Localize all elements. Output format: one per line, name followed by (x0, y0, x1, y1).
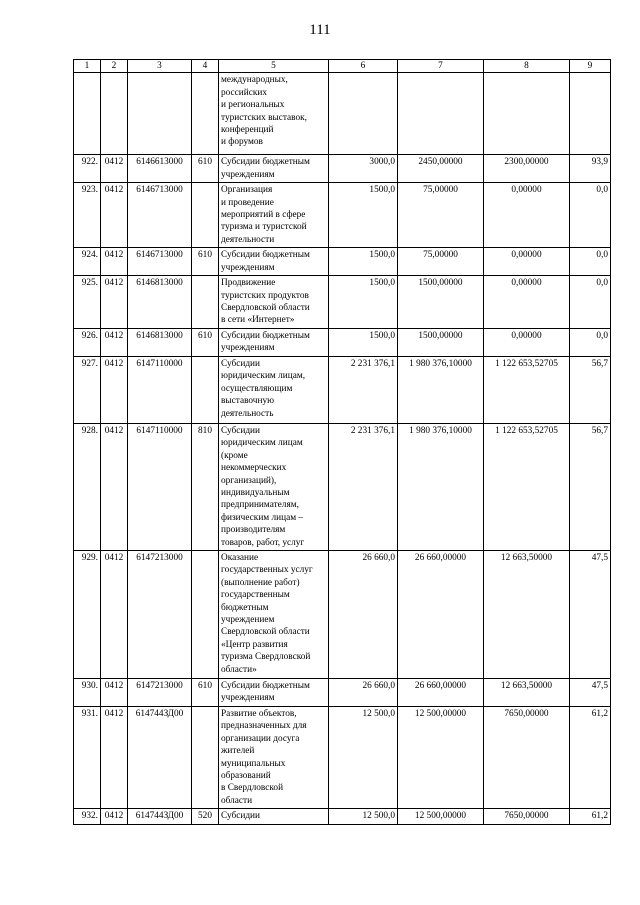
percent-executed: 56,7 (570, 356, 611, 423)
percent-executed: 0,0 (570, 276, 611, 329)
percent-executed: 61,2 (570, 706, 611, 808)
table-row (74, 423, 611, 550)
item-name: Субсидии бюджетным учреждениям (219, 678, 329, 706)
plan-amount: 1500,0 (329, 276, 398, 329)
annual-amount (398, 73, 484, 155)
percent-executed: 0,0 (570, 328, 611, 356)
item-name: Субсидии бюджетным учреждениям (219, 155, 329, 183)
item-name: Субсидии юридическим лицам (кроме некоммерческих организаций), индивидуальным предпринимателям, физическим лицам – производителям товаров, работ, услуг (219, 423, 329, 550)
table-row (74, 183, 611, 248)
table-row (74, 550, 611, 678)
item-name: Оказание государственных услуг (выполнение работ) государственным бюджетным учреждением Свердловской области «Центр развития туризма Свердловской области» (219, 550, 329, 678)
executed-amount: 7650,00000 (484, 706, 570, 808)
expense-type (192, 276, 219, 329)
row-number: 922. (74, 155, 101, 183)
table-row (74, 155, 611, 183)
section-code: 0412 (101, 155, 128, 183)
executed-amount: 0,00000 (484, 276, 570, 329)
table-row (74, 276, 611, 329)
annual-amount: 26 660,00000 (398, 678, 484, 706)
executed-amount: 2300,00000 (484, 155, 570, 183)
row-number: 929. (74, 550, 101, 678)
expense-type (192, 183, 219, 248)
column-header-1: 1 (74, 60, 101, 73)
target-code (128, 73, 192, 155)
row-number: 930. (74, 678, 101, 706)
plan-amount: 3000,0 (329, 155, 398, 183)
plan-amount: 12 500,0 (329, 706, 398, 808)
item-name: Развитие объектов, предназначенных для организации досуга жителей муниципальных образований в Свердловской области (219, 706, 329, 808)
table-row (74, 73, 611, 155)
table-row (74, 809, 611, 824)
annual-amount: 1 980 376,10000 (398, 356, 484, 423)
annual-amount: 75,00000 (398, 248, 484, 276)
expense-type (192, 356, 219, 423)
row-number: 932. (74, 809, 101, 824)
row-number: 926. (74, 328, 101, 356)
item-name: Субсидии юридическим лицам, осуществляющим выставочную деятельность (219, 356, 329, 423)
row-number (74, 73, 101, 155)
table-row (74, 328, 611, 356)
section-code: 0412 (101, 328, 128, 356)
expense-type (192, 550, 219, 678)
percent-executed: 47,5 (570, 550, 611, 678)
target-code: 6146813000 (128, 328, 192, 356)
table-body (74, 73, 611, 824)
percent-executed: 56,7 (570, 423, 611, 550)
executed-amount: 7650,00000 (484, 809, 570, 824)
annual-amount: 1500,00000 (398, 328, 484, 356)
expense-type: 610 (192, 678, 219, 706)
expense-type: 520 (192, 809, 219, 824)
expense-type: 810 (192, 423, 219, 550)
target-code: 6146613000 (128, 155, 192, 183)
executed-amount: 0,00000 (484, 328, 570, 356)
target-code: 614744ЗД00 (128, 706, 192, 808)
row-number: 931. (74, 706, 101, 808)
plan-amount: 26 660,0 (329, 678, 398, 706)
row-number: 925. (74, 276, 101, 329)
section-code: 0412 (101, 356, 128, 423)
executed-amount (484, 73, 570, 155)
column-header-5: 5 (219, 60, 329, 73)
percent-executed: 0,0 (570, 248, 611, 276)
row-number: 928. (74, 423, 101, 550)
plan-amount: 2 231 376,1 (329, 423, 398, 550)
item-name: Организация и проведение мероприятий в сфере туризма и туристской деятельности (219, 183, 329, 248)
expense-type (192, 73, 219, 155)
item-name: Субсидии бюджетным учреждениям (219, 248, 329, 276)
percent-executed (570, 73, 611, 155)
percent-executed: 61,2 (570, 809, 611, 824)
annual-amount: 75,00000 (398, 183, 484, 248)
expense-type: 610 (192, 248, 219, 276)
target-code: 6147110000 (128, 423, 192, 550)
executed-amount: 12 663,50000 (484, 550, 570, 678)
plan-amount: 1500,0 (329, 248, 398, 276)
percent-executed: 93,9 (570, 155, 611, 183)
section-code (101, 73, 128, 155)
column-header-6: 6 (329, 60, 398, 73)
table-row (74, 356, 611, 423)
plan-amount: 2 231 376,1 (329, 356, 398, 423)
section-code: 0412 (101, 706, 128, 808)
annual-amount: 12 500,00000 (398, 809, 484, 824)
executed-amount: 1 122 653,52705 (484, 423, 570, 550)
page-number: 111 (309, 22, 331, 38)
executed-amount: 1 122 653,52705 (484, 356, 570, 423)
section-code: 0412 (101, 183, 128, 248)
annual-amount: 1 980 376,10000 (398, 423, 484, 550)
executed-amount: 0,00000 (484, 183, 570, 248)
plan-amount: 12 500,0 (329, 809, 398, 824)
plan-amount: 1500,0 (329, 328, 398, 356)
table-row (74, 678, 611, 706)
annual-amount: 1500,00000 (398, 276, 484, 329)
expense-type: 610 (192, 155, 219, 183)
plan-amount: 26 660,0 (329, 550, 398, 678)
item-name: Продвижение туристских продуктов Свердловской области в сети «Интернет» (219, 276, 329, 329)
section-code: 0412 (101, 276, 128, 329)
item-name: Субсидии (219, 809, 329, 824)
section-code: 0412 (101, 809, 128, 824)
table-row (74, 706, 611, 808)
target-code: 614744ЗД00 (128, 809, 192, 824)
item-name: Субсидии бюджетным учреждениям (219, 328, 329, 356)
column-header-2: 2 (101, 60, 128, 73)
target-code: 6147213000 (128, 550, 192, 678)
target-code: 6147110000 (128, 356, 192, 423)
row-number: 923. (74, 183, 101, 248)
annual-amount: 12 500,00000 (398, 706, 484, 808)
plan-amount (329, 73, 398, 155)
section-code: 0412 (101, 550, 128, 678)
target-code: 6147213000 (128, 678, 192, 706)
section-code: 0412 (101, 248, 128, 276)
item-name: международных, российских и региональных туристских выставок, конференций и форумов (219, 73, 329, 155)
annual-amount: 2450,00000 (398, 155, 484, 183)
target-code: 6146813000 (128, 276, 192, 329)
budget-table (73, 59, 611, 825)
table-header-row (74, 60, 611, 73)
column-header-4: 4 (192, 60, 219, 73)
section-code: 0412 (101, 423, 128, 550)
row-number: 924. (74, 248, 101, 276)
executed-amount: 12 663,50000 (484, 678, 570, 706)
target-code: 6146713000 (128, 248, 192, 276)
expense-type: 610 (192, 328, 219, 356)
annual-amount: 26 660,00000 (398, 550, 484, 678)
column-header-7: 7 (398, 60, 484, 73)
expense-type (192, 706, 219, 808)
column-header-8: 8 (484, 60, 570, 73)
target-code: 6146713000 (128, 183, 192, 248)
percent-executed: 0,0 (570, 183, 611, 248)
table-row (74, 248, 611, 276)
row-number: 927. (74, 356, 101, 423)
column-header-9: 9 (570, 60, 611, 73)
executed-amount: 0,00000 (484, 248, 570, 276)
plan-amount: 1500,0 (329, 183, 398, 248)
percent-executed: 47,5 (570, 678, 611, 706)
column-header-3: 3 (128, 60, 192, 73)
section-code: 0412 (101, 678, 128, 706)
